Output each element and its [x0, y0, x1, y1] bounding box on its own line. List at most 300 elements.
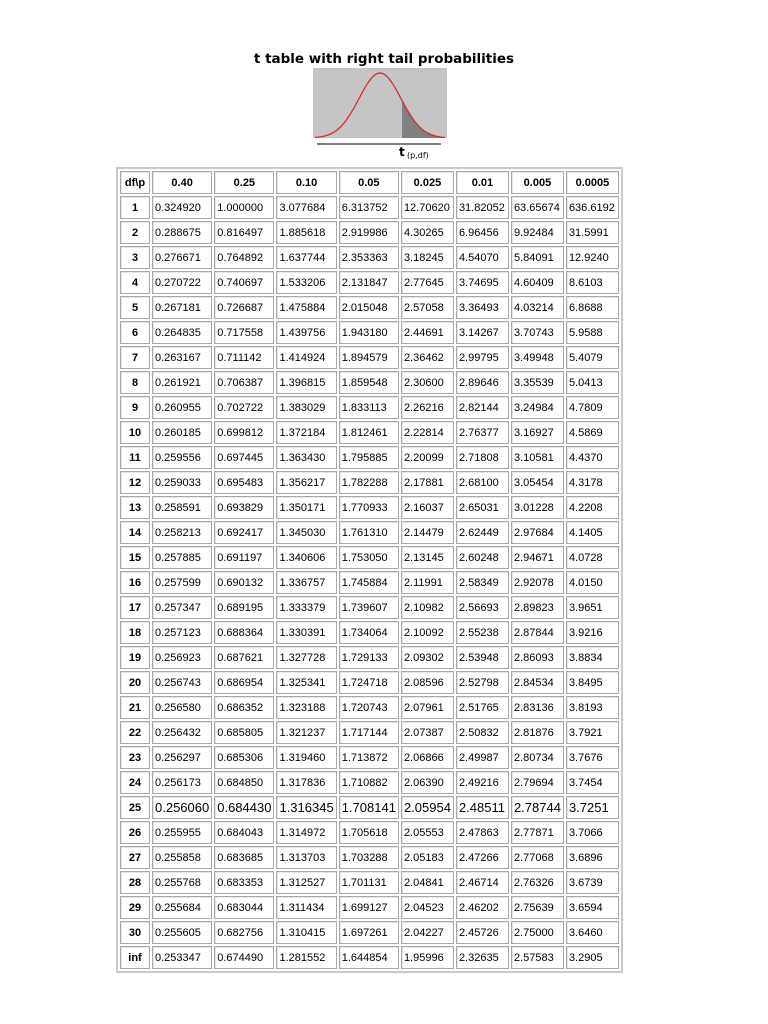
value-cell: 2.99795: [456, 346, 509, 369]
value-cell: 0.256580: [152, 696, 212, 719]
df-cell: 12: [120, 471, 150, 494]
value-cell: 2.919986: [339, 221, 399, 244]
value-cell: 2.26216: [401, 396, 454, 419]
value-cell: 0.257599: [152, 571, 212, 594]
value-cell: 3.35539: [511, 371, 564, 394]
table-row: [120, 871, 619, 894]
value-cell: 2.05954: [401, 796, 454, 819]
page-title: t table with right tail probabilities: [253, 51, 515, 67]
value-cell: 3.49948: [511, 346, 564, 369]
table-row: [120, 571, 619, 594]
df-cell: 17: [120, 596, 150, 619]
value-cell: 2.94671: [511, 546, 564, 569]
value-cell: 1.885618: [276, 221, 336, 244]
value-cell: 31.5991: [566, 221, 619, 244]
df-cell: 11: [120, 446, 150, 469]
value-cell: 3.18245: [401, 246, 454, 269]
value-cell: 2.75639: [511, 896, 564, 919]
df-cell: 2: [120, 221, 150, 244]
value-cell: 1.327728: [276, 646, 336, 669]
df-cell: 20: [120, 671, 150, 694]
df-cell: 6: [120, 321, 150, 344]
value-cell: 0.697445: [214, 446, 274, 469]
value-cell: 1.770933: [339, 496, 399, 519]
value-cell: 1.363430: [276, 446, 336, 469]
value-cell: 2.60248: [456, 546, 509, 569]
value-cell: 4.03214: [511, 296, 564, 319]
value-cell: 0.683353: [214, 871, 274, 894]
header-probability: 0.05: [339, 171, 399, 194]
value-cell: 0.689195: [214, 596, 274, 619]
value-cell: 1.697261: [339, 921, 399, 944]
value-cell: 0.692417: [214, 521, 274, 544]
value-cell: 0.257347: [152, 596, 212, 619]
value-cell: 2.48511: [456, 796, 509, 819]
df-cell: 29: [120, 896, 150, 919]
value-cell: 0.686954: [214, 671, 274, 694]
value-cell: 3.9216: [566, 621, 619, 644]
value-cell: 2.17881: [401, 471, 454, 494]
t-label-subscript: (p,df): [407, 151, 429, 160]
value-cell: 1.713872: [339, 746, 399, 769]
value-cell: 2.015048: [339, 296, 399, 319]
value-cell: 0.674490: [214, 946, 274, 969]
df-cell: 10: [120, 421, 150, 444]
t-table-container: [116, 167, 623, 973]
value-cell: 2.32635: [456, 946, 509, 969]
value-cell: 1.859548: [339, 371, 399, 394]
value-cell: 3.8834: [566, 646, 619, 669]
value-cell: 2.84534: [511, 671, 564, 694]
value-cell: 3.36493: [456, 296, 509, 319]
df-cell: 4: [120, 271, 150, 294]
value-cell: 4.30265: [401, 221, 454, 244]
value-cell: 12.70620: [401, 196, 454, 219]
value-cell: 2.86093: [511, 646, 564, 669]
value-cell: 1.313703: [276, 846, 336, 869]
table-row: [120, 921, 619, 944]
value-cell: 0.259556: [152, 446, 212, 469]
value-cell: 636.6192: [566, 196, 619, 219]
table-body: [120, 196, 619, 969]
value-cell: 3.7921: [566, 721, 619, 744]
header-probability: 0.25: [214, 171, 274, 194]
value-cell: 2.57583: [511, 946, 564, 969]
value-cell: 0.260185: [152, 421, 212, 444]
value-cell: 0.253347: [152, 946, 212, 969]
table-row: [120, 946, 619, 969]
df-cell: 22: [120, 721, 150, 744]
value-cell: 2.04841: [401, 871, 454, 894]
value-cell: 3.10581: [511, 446, 564, 469]
value-cell: 0.255684: [152, 896, 212, 919]
value-cell: 1.345030: [276, 521, 336, 544]
value-cell: 2.14479: [401, 521, 454, 544]
value-cell: 1.314972: [276, 821, 336, 844]
value-cell: 2.89823: [511, 596, 564, 619]
value-cell: 1.336757: [276, 571, 336, 594]
value-cell: 3.24984: [511, 396, 564, 419]
value-cell: 0.706387: [214, 371, 274, 394]
table-row: [120, 846, 619, 869]
value-cell: 1.701131: [339, 871, 399, 894]
value-cell: 0.258591: [152, 496, 212, 519]
value-cell: 0.256432: [152, 721, 212, 744]
value-cell: 0.261921: [152, 371, 212, 394]
value-cell: 2.353363: [339, 246, 399, 269]
value-cell: 9.92484: [511, 221, 564, 244]
value-cell: 0.257885: [152, 546, 212, 569]
value-cell: 2.80734: [511, 746, 564, 769]
value-cell: 3.8193: [566, 696, 619, 719]
value-cell: 1.356217: [276, 471, 336, 494]
table-row: [120, 721, 619, 744]
value-cell: 1.281552: [276, 946, 336, 969]
value-cell: 1.396815: [276, 371, 336, 394]
t-distribution-curve-image: [313, 68, 447, 162]
table-row: [120, 521, 619, 544]
value-cell: 0.270722: [152, 271, 212, 294]
value-cell: 2.16037: [401, 496, 454, 519]
value-cell: 0.259033: [152, 471, 212, 494]
table-row: [120, 671, 619, 694]
df-cell: 18: [120, 621, 150, 644]
value-cell: 2.46714: [456, 871, 509, 894]
header-probability: 0.01: [456, 171, 509, 194]
value-cell: 2.22814: [401, 421, 454, 444]
value-cell: 1.533206: [276, 271, 336, 294]
value-cell: 0.276671: [152, 246, 212, 269]
header-probability: 0.005: [511, 171, 564, 194]
value-cell: 2.76326: [511, 871, 564, 894]
value-cell: 2.89646: [456, 371, 509, 394]
value-cell: 0.764892: [214, 246, 274, 269]
t-distribution-table: [116, 167, 623, 973]
value-cell: 0.255605: [152, 921, 212, 944]
df-cell: 21: [120, 696, 150, 719]
value-cell: 0.256297: [152, 746, 212, 769]
value-cell: 2.46202: [456, 896, 509, 919]
df-cell: inf: [120, 946, 150, 969]
t-distribution-figure: [313, 68, 447, 162]
value-cell: 1.000000: [214, 196, 274, 219]
header-df-p: df\p: [120, 171, 150, 194]
value-cell: 3.7066: [566, 821, 619, 844]
value-cell: 3.6594: [566, 896, 619, 919]
value-cell: 2.68100: [456, 471, 509, 494]
table-row: [120, 421, 619, 444]
value-cell: 2.53948: [456, 646, 509, 669]
value-cell: 1.812461: [339, 421, 399, 444]
value-cell: 0.683044: [214, 896, 274, 919]
value-cell: 1.720743: [339, 696, 399, 719]
value-cell: 0.255955: [152, 821, 212, 844]
value-cell: 2.45726: [456, 921, 509, 944]
value-cell: 1.782288: [339, 471, 399, 494]
value-cell: 5.0413: [566, 371, 619, 394]
value-cell: 2.06390: [401, 771, 454, 794]
value-cell: 4.1405: [566, 521, 619, 544]
value-cell: 1.739607: [339, 596, 399, 619]
value-cell: 1.699127: [339, 896, 399, 919]
value-cell: 0.685805: [214, 721, 274, 744]
value-cell: 1.311434: [276, 896, 336, 919]
df-cell: 1: [120, 196, 150, 219]
value-cell: 1.310415: [276, 921, 336, 944]
table-row: [120, 546, 619, 569]
value-cell: 2.52798: [456, 671, 509, 694]
value-cell: 0.688364: [214, 621, 274, 644]
value-cell: 4.7809: [566, 396, 619, 419]
value-cell: 2.06866: [401, 746, 454, 769]
value-cell: 2.56693: [456, 596, 509, 619]
value-cell: 2.76377: [456, 421, 509, 444]
value-cell: 6.313752: [339, 196, 399, 219]
value-cell: 2.87844: [511, 621, 564, 644]
table-row: [120, 321, 619, 344]
value-cell: 1.795885: [339, 446, 399, 469]
value-cell: 2.05553: [401, 821, 454, 844]
value-cell: 0.288675: [152, 221, 212, 244]
df-cell: 8: [120, 371, 150, 394]
table-header-row: [120, 171, 619, 194]
df-cell: 19: [120, 646, 150, 669]
value-cell: 1.439756: [276, 321, 336, 344]
value-cell: 2.49987: [456, 746, 509, 769]
value-cell: 0.726687: [214, 296, 274, 319]
value-cell: 2.58349: [456, 571, 509, 594]
df-cell: 16: [120, 571, 150, 594]
value-cell: 8.6103: [566, 271, 619, 294]
value-cell: 2.08596: [401, 671, 454, 694]
df-cell: 24: [120, 771, 150, 794]
df-cell: 7: [120, 346, 150, 369]
table-row: [120, 821, 619, 844]
value-cell: 1.708141: [339, 796, 399, 819]
value-cell: 2.05183: [401, 846, 454, 869]
value-cell: 2.92078: [511, 571, 564, 594]
value-cell: 6.8688: [566, 296, 619, 319]
value-cell: 0.686352: [214, 696, 274, 719]
value-cell: 0.264835: [152, 321, 212, 344]
value-cell: 0.257123: [152, 621, 212, 644]
value-cell: 1.729133: [339, 646, 399, 669]
value-cell: 1.644854: [339, 946, 399, 969]
value-cell: 0.695483: [214, 471, 274, 494]
value-cell: 2.77871: [511, 821, 564, 844]
value-cell: 0.256923: [152, 646, 212, 669]
value-cell: 4.60409: [511, 271, 564, 294]
value-cell: 1.319460: [276, 746, 336, 769]
value-cell: 1.717144: [339, 721, 399, 744]
value-cell: 2.51765: [456, 696, 509, 719]
value-cell: 1.753050: [339, 546, 399, 569]
table-row: [120, 696, 619, 719]
value-cell: 2.07961: [401, 696, 454, 719]
value-cell: 1.316345: [276, 796, 336, 819]
df-cell: 15: [120, 546, 150, 569]
value-cell: 1.710882: [339, 771, 399, 794]
value-cell: 3.7454: [566, 771, 619, 794]
value-cell: 63.65674: [511, 196, 564, 219]
table-row: [120, 896, 619, 919]
table-row: [120, 346, 619, 369]
value-cell: 0.690132: [214, 571, 274, 594]
value-cell: 1.637744: [276, 246, 336, 269]
value-cell: 3.74695: [456, 271, 509, 294]
df-cell: 30: [120, 921, 150, 944]
value-cell: 2.49216: [456, 771, 509, 794]
value-cell: 0.255858: [152, 846, 212, 869]
value-cell: 2.10982: [401, 596, 454, 619]
value-cell: 5.4079: [566, 346, 619, 369]
value-cell: 0.256173: [152, 771, 212, 794]
value-cell: 1.705618: [339, 821, 399, 844]
value-cell: 4.0150: [566, 571, 619, 594]
value-cell: 3.01228: [511, 496, 564, 519]
table-row: [120, 396, 619, 419]
df-cell: 23: [120, 746, 150, 769]
value-cell: 2.77645: [401, 271, 454, 294]
value-cell: 3.9651: [566, 596, 619, 619]
value-cell: 0.699812: [214, 421, 274, 444]
value-cell: 2.47266: [456, 846, 509, 869]
df-cell: 14: [120, 521, 150, 544]
value-cell: 2.83136: [511, 696, 564, 719]
table-row: [120, 621, 619, 644]
value-cell: 0.256743: [152, 671, 212, 694]
df-cell: 26: [120, 821, 150, 844]
value-cell: 1.833113: [339, 396, 399, 419]
value-cell: 1.350171: [276, 496, 336, 519]
value-cell: 2.131847: [339, 271, 399, 294]
value-cell: 0.816497: [214, 221, 274, 244]
value-cell: 31.82052: [456, 196, 509, 219]
value-cell: 1.333379: [276, 596, 336, 619]
value-cell: 1.383029: [276, 396, 336, 419]
value-cell: 1.475884: [276, 296, 336, 319]
table-row: [120, 796, 619, 819]
value-cell: 0.255768: [152, 871, 212, 894]
value-cell: 2.10092: [401, 621, 454, 644]
value-cell: 2.11991: [401, 571, 454, 594]
value-cell: 2.44691: [401, 321, 454, 344]
table-row: [120, 746, 619, 769]
value-cell: 2.07387: [401, 721, 454, 744]
value-cell: 3.05454: [511, 471, 564, 494]
value-cell: 0.256060: [152, 796, 212, 819]
value-cell: 2.77068: [511, 846, 564, 869]
table-row: [120, 246, 619, 269]
value-cell: 4.5869: [566, 421, 619, 444]
value-cell: 0.740697: [214, 271, 274, 294]
value-cell: 1.372184: [276, 421, 336, 444]
value-cell: 0.711142: [214, 346, 274, 369]
value-cell: 2.79694: [511, 771, 564, 794]
value-cell: 2.75000: [511, 921, 564, 944]
table-row: [120, 446, 619, 469]
header-probability: 0.40: [152, 171, 212, 194]
value-cell: 3.077684: [276, 196, 336, 219]
value-cell: 0.717558: [214, 321, 274, 344]
df-cell: 13: [120, 496, 150, 519]
value-cell: 2.71808: [456, 446, 509, 469]
df-cell: 28: [120, 871, 150, 894]
value-cell: 2.47863: [456, 821, 509, 844]
value-cell: 3.6739: [566, 871, 619, 894]
header-probability: 0.0005: [566, 171, 619, 194]
header-probability: 0.025: [401, 171, 454, 194]
value-cell: 1.95996: [401, 946, 454, 969]
value-cell: 4.3178: [566, 471, 619, 494]
table-row: [120, 221, 619, 244]
value-cell: 2.20099: [401, 446, 454, 469]
value-cell: 4.2208: [566, 496, 619, 519]
value-cell: 0.684043: [214, 821, 274, 844]
df-cell: 27: [120, 846, 150, 869]
value-cell: 0.683685: [214, 846, 274, 869]
value-cell: 0.693829: [214, 496, 274, 519]
value-cell: 6.96456: [456, 221, 509, 244]
value-cell: 1.734064: [339, 621, 399, 644]
value-cell: 3.6460: [566, 921, 619, 944]
t-label: t: [399, 145, 405, 159]
table-row: [120, 271, 619, 294]
value-cell: 3.16927: [511, 421, 564, 444]
value-cell: 2.13145: [401, 546, 454, 569]
value-cell: 1.761310: [339, 521, 399, 544]
value-cell: 2.36462: [401, 346, 454, 369]
value-cell: 3.8495: [566, 671, 619, 694]
value-cell: 1.321237: [276, 721, 336, 744]
value-cell: 12.9240: [566, 246, 619, 269]
value-cell: 0.691197: [214, 546, 274, 569]
value-cell: 0.684850: [214, 771, 274, 794]
value-cell: 2.82144: [456, 396, 509, 419]
value-cell: 0.267181: [152, 296, 212, 319]
df-cell: 9: [120, 396, 150, 419]
table-row: [120, 496, 619, 519]
table-row: [120, 296, 619, 319]
value-cell: 1.330391: [276, 621, 336, 644]
table-row: [120, 646, 619, 669]
table-row: [120, 771, 619, 794]
value-cell: 1.340606: [276, 546, 336, 569]
value-cell: 3.7251: [566, 796, 619, 819]
value-cell: 2.57058: [401, 296, 454, 319]
df-cell: 3: [120, 246, 150, 269]
value-cell: 2.04523: [401, 896, 454, 919]
value-cell: 4.54070: [456, 246, 509, 269]
value-cell: 1.312527: [276, 871, 336, 894]
value-cell: 2.30600: [401, 371, 454, 394]
value-cell: 1.894579: [339, 346, 399, 369]
value-cell: 2.78744: [511, 796, 564, 819]
value-cell: 4.4370: [566, 446, 619, 469]
value-cell: 2.62449: [456, 521, 509, 544]
value-cell: 1.325341: [276, 671, 336, 694]
value-cell: 0.687621: [214, 646, 274, 669]
value-cell: 1.414924: [276, 346, 336, 369]
value-cell: 1.724718: [339, 671, 399, 694]
df-cell: 25: [120, 796, 150, 819]
value-cell: 2.04227: [401, 921, 454, 944]
table-row: [120, 471, 619, 494]
value-cell: 0.324920: [152, 196, 212, 219]
df-cell: 5: [120, 296, 150, 319]
value-cell: 1.703288: [339, 846, 399, 869]
value-cell: 2.81876: [511, 721, 564, 744]
